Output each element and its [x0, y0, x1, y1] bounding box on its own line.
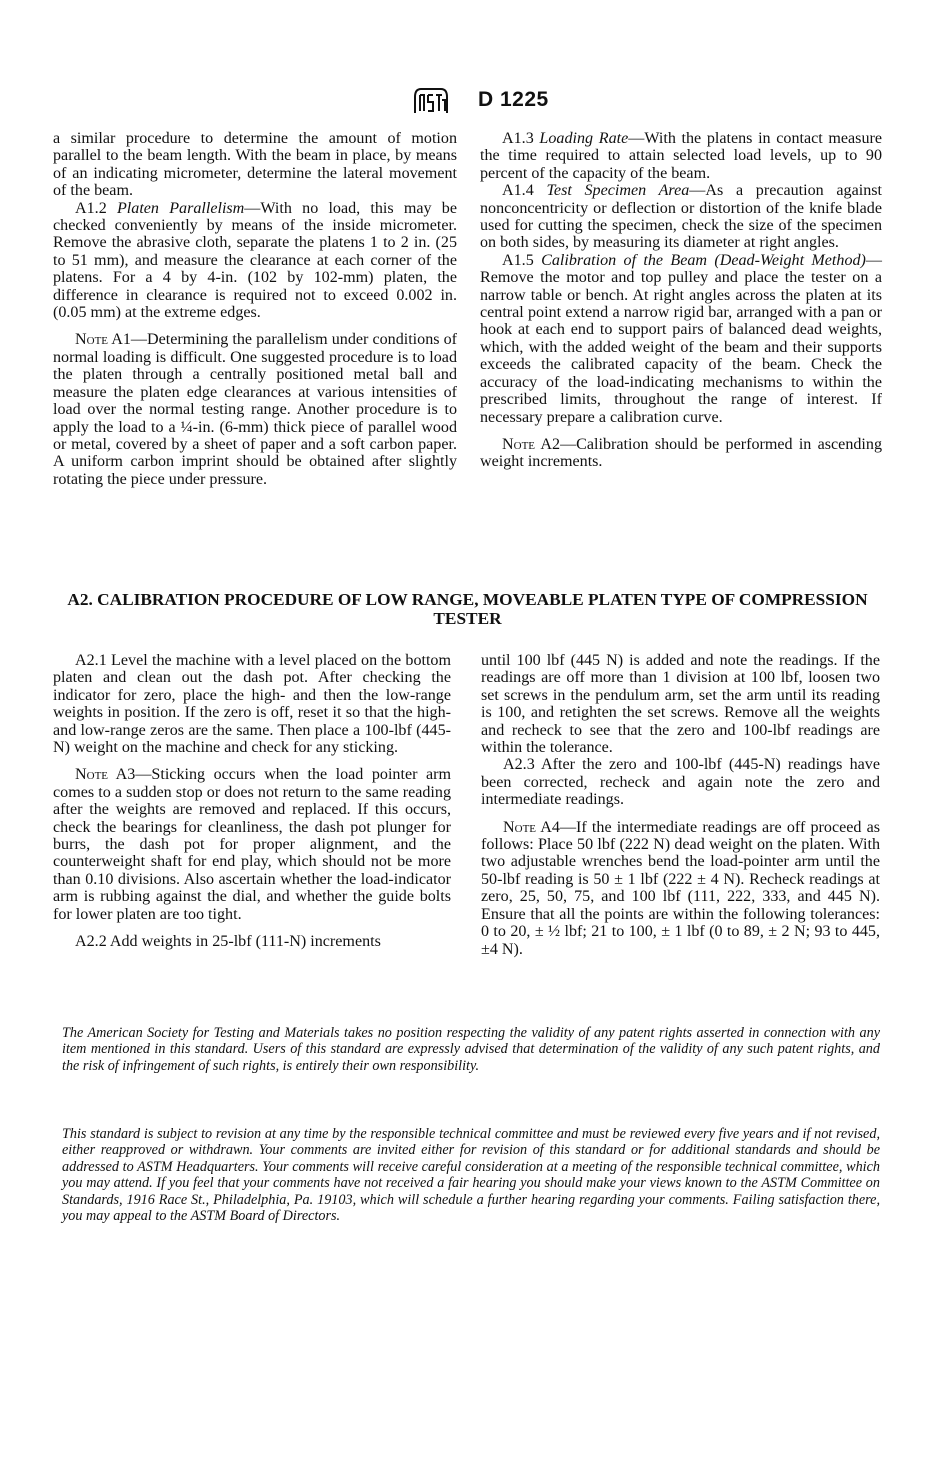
- note-text: A4—If the intermediate readings are off proceed as follows: Place 50 lbf (222 N) dead weight on the platen. With two adjustable wrenches bend the load-pointer arm until the 50-lbf reading is 50 ± 1 lbf (222 ± 4 N). Recheck readings at zero, 25, 50, 75, and 100 lbf (111, 222, 333, and 445 N). Ensure that all the points are within the following tolerances: 0 to 20, ± ½ lbf; 21 to 100, ± 1 lbf (0 to 89, ± 2 N; 93 to 445, ±4 N).: [481, 818, 880, 958]
- section-number: A1.4: [502, 182, 534, 200]
- note-a4: [481, 819, 880, 958]
- section-number: A1.2: [75, 199, 107, 217]
- section-heading: Loading Rate: [539, 130, 629, 147]
- paragraph-a11-continued: a similar procedure to determine the amount of motion parallel to the beam length. With the beam in place, by means of an indicating micrometer, determine the lateral movement of the beam.: [53, 130, 457, 200]
- paragraph-a23: A2.3 After the zero and 100-lbf (445-N) readings have been corrected, recheck and again note the zero and intermediate readings.: [481, 756, 880, 809]
- section-text: —With the platens in contact measure the time required to attain selected load levels, up to 90 percent of the capacity of the beam.: [480, 130, 882, 182]
- section-text: —As a precaution against nonconcentricity or deflection or distortion of the knife blade used for cutting the specimen, check the size of the specimen on both sides, by measuring its diameter at right angles.: [480, 182, 882, 252]
- note-label: Note: [75, 331, 109, 349]
- column-bottom-left: [53, 652, 451, 951]
- section-number: A1.3: [502, 130, 534, 147]
- note-a1: [53, 331, 457, 488]
- note-text: A2—Calibration should be performed in ascending weight increments.: [480, 435, 882, 471]
- section-number: A1.5: [502, 251, 534, 269]
- paragraph-a22: A2.2 Add weights in 25-lbf (111-N) increments: [75, 933, 381, 951]
- note-text: A3—Sticking occurs when the load pointer arm comes to a sudden stop or does not return to the same reading after the weights are removed and replaced. If this occurs, check the bearings for cleanliness, the dash pot plunger for burrs, the dash pot for proper alignment, and the counterweight shaft for end play, which should not be more than 0.10 divisions. Also ascertain whether the load-indicator arm is rubbing against the dial, and whether the guide bolts for lower platen are too tight.: [53, 766, 451, 923]
- note-a2: [480, 436, 882, 471]
- patent-disclaimer: The American Society for Testing and Materials takes no position respecting the validity of any patent rights asserted in connection with any item mentioned in this standard. Users of this standard are expressly advised that determination of the validity of any such patent rights, and the risk of infringement of such rights, is entirely their own responsibility.: [62, 1025, 880, 1074]
- column-top-left: [53, 130, 457, 488]
- paragraph-a13: [480, 130, 882, 182]
- column-top-right: [480, 130, 882, 471]
- note-label: Note: [502, 435, 536, 453]
- paragraph-a15: [480, 252, 882, 426]
- note-a3: [53, 766, 451, 923]
- section-title-a2: A2. CALIBRATION PROCEDURE OF LOW RANGE, MOVEABLE PLATEN TYPE OF COMPRESSION TESTER: [67, 590, 868, 628]
- note-label: Note: [75, 766, 109, 784]
- page-header: [0, 84, 950, 124]
- astm-logo-icon: [412, 86, 450, 116]
- revision-notice: This standard is subject to revision at any time by the responsible technical committee and must be reviewed every five years and if not revised, either reapproved or withdrawn. Your comments are invited either for revision of this standard or for additional standards and should be addressed to ASTM Headquarters. Your comments will receive careful consideration at a meeting of the responsible technical committee, which you may attend. If you feel that your comments have not received a fair hearing you should make your views known to the ASTM Committee on Standards, 1916 Race St., Philadelphia, Pa. 19103, which will schedule a further hearing regarding your comments. Failing satisfaction there, you may appeal to the ASTM Board of Directors.: [62, 1126, 880, 1225]
- note-text: A1—Determining the parallelism under conditions of normal loading is difficult. One suggested procedure is to load the platen through a centrally positioned metal ball and measure the platen edge clearances at various intensities of load over the normal testing range. Another procedure is to apply the load to a ¼-in. (6-mm) thick piece of parallel wood or metal, covered by a sheet of paper and a soft carbon paper. A uniform carbon imprint should be obtained after slightly rotating the piece under pressure.: [53, 331, 457, 488]
- section-heading: Platen Parallelism: [116, 199, 245, 217]
- section-heading: Calibration of the Beam (Dead-Weight Method): [541, 251, 866, 269]
- section-heading: Test Specimen Area: [546, 182, 690, 200]
- paragraph-a21: A2.1 Level the machine with a level placed on the bottom platen and clean out the dash pot. After checking the indicator for zero, place the high- and then the low-range weights in position. If the zero is off, reset it so that the high- and low-range zeros are the same. Then place a 100-lbf (445-N) weight on the machine and check for any sticking.: [53, 652, 451, 757]
- column-bottom-right: [481, 652, 880, 958]
- note-label: Note: [503, 818, 537, 836]
- paragraph-a14: [480, 182, 882, 252]
- paragraph-a12: [53, 200, 457, 322]
- section-text: —Remove the motor and top pulley and place the tester on a narrow table or bench. At right angles across the platen at its central point extend a narrow rigid bar, arranged with a pan or hook at each end to support pairs of balanced dead weights, which, with the added weight of the beam and their supports exceeds the calibrated capacity of the beam. Check the accuracy of the load-indicating mechanisms to within the prescribed limits, throughout the range of interest. If necessary prepare a calibration curve.: [480, 251, 883, 426]
- paragraph-a22-continued: until 100 lbf (445 N) is added and note the readings. If the readings are off more than 1 division at 100 lbf, loosen two set screws in the pendulum arm, set the arm until its reading is 100, and retighten the set screws. Remove all the weights and recheck to see that the zero and 100-lbf readings are within the tolerance.: [481, 652, 880, 757]
- section-text: —With no load, this may be checked conveniently by means of the inside micrometer. Remove the abrasive cloth, separate the platens 1 to 2 in. (25 to 51 mm), and measure the clearance at each corner of the platens. For a 4 by 4-in. (102 by 102-mm) platen, the difference in clearance is required not to exceed 0.002 in. (0.05 mm) at the extreme edges.: [53, 199, 457, 322]
- document-designation: D 1225: [478, 88, 549, 111]
